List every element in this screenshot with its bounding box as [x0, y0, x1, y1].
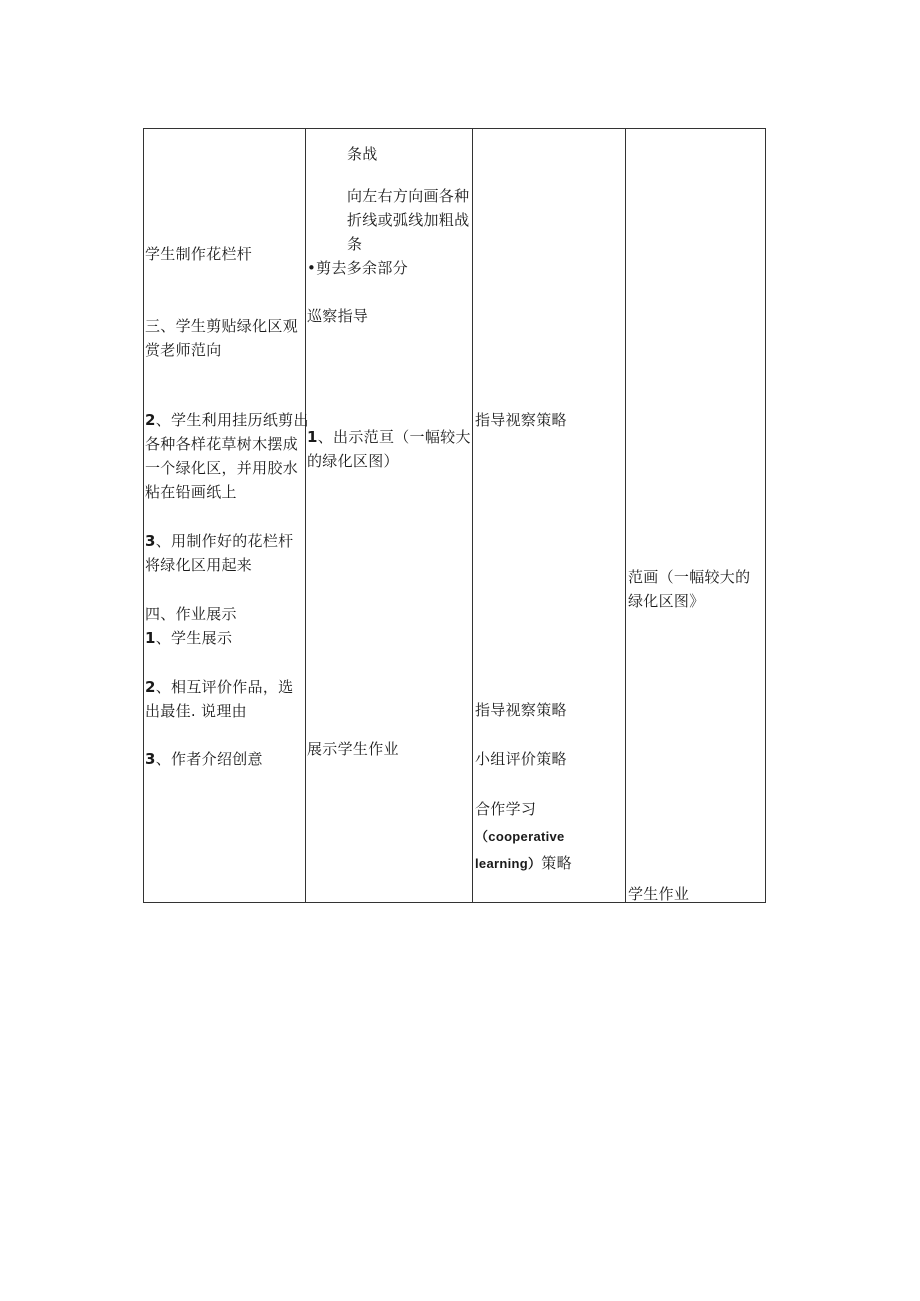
- cell-text: 三、学生剪贴绿化区观: [145, 317, 299, 335]
- cell-text: 展示学生作业: [307, 740, 399, 758]
- cell-text: 将绿化区用起来: [145, 556, 253, 574]
- cell-text: 3、用制作好的花栏杆: [145, 532, 294, 550]
- cell-text: 的绿化区图）: [307, 452, 399, 470]
- cell-text: 1、出示范亘（一幅较大: [307, 428, 471, 446]
- cell-text: 合作学习: [475, 800, 537, 818]
- cell-text: 各种各样花草树木摆成: [145, 435, 299, 453]
- cell-text: 粘在铅画纸上: [145, 483, 237, 501]
- cell-text: 学生作业: [628, 885, 690, 903]
- cell-text: 范画（一幅较大的: [628, 568, 751, 586]
- cell-text: （cooperative: [475, 829, 565, 844]
- cell-text: learning）策略: [475, 854, 572, 872]
- cell-text: 向左右方向画各种: [347, 187, 470, 205]
- cell-text: 2、相互评价作品，选: [145, 678, 294, 696]
- cell-text: 指导视察策略: [475, 411, 567, 429]
- cell-text: 小组评价策略: [475, 750, 567, 768]
- cell-text: 学生制作花栏杆: [145, 245, 253, 263]
- cell-text: 绿化区图》: [628, 592, 705, 610]
- column-divider: [305, 129, 306, 902]
- cell-text: 条: [347, 235, 363, 253]
- column-divider: [625, 129, 626, 902]
- cell-text: 出最佳. 说理由: [145, 702, 247, 720]
- cell-text: 一个绿化区，并用胶水: [145, 459, 299, 477]
- cell-text: 巡察指导: [307, 307, 369, 325]
- cell-text: 1、学生展示: [145, 629, 233, 647]
- cell-text: 条战: [347, 145, 378, 163]
- cell-text: •剪去多余部分: [307, 259, 408, 277]
- cell-text: 折线或弧线加粗战: [347, 211, 470, 229]
- cell-text: 3、作者介绍创意: [145, 750, 263, 768]
- cell-text: 四、作业展示: [145, 605, 237, 623]
- cell-text: 指导视察策略: [475, 701, 567, 719]
- cell-text: 2、学生利用挂历纸剪出: [145, 411, 309, 429]
- column-divider: [472, 129, 473, 902]
- cell-text: 赏老师范向: [145, 341, 222, 359]
